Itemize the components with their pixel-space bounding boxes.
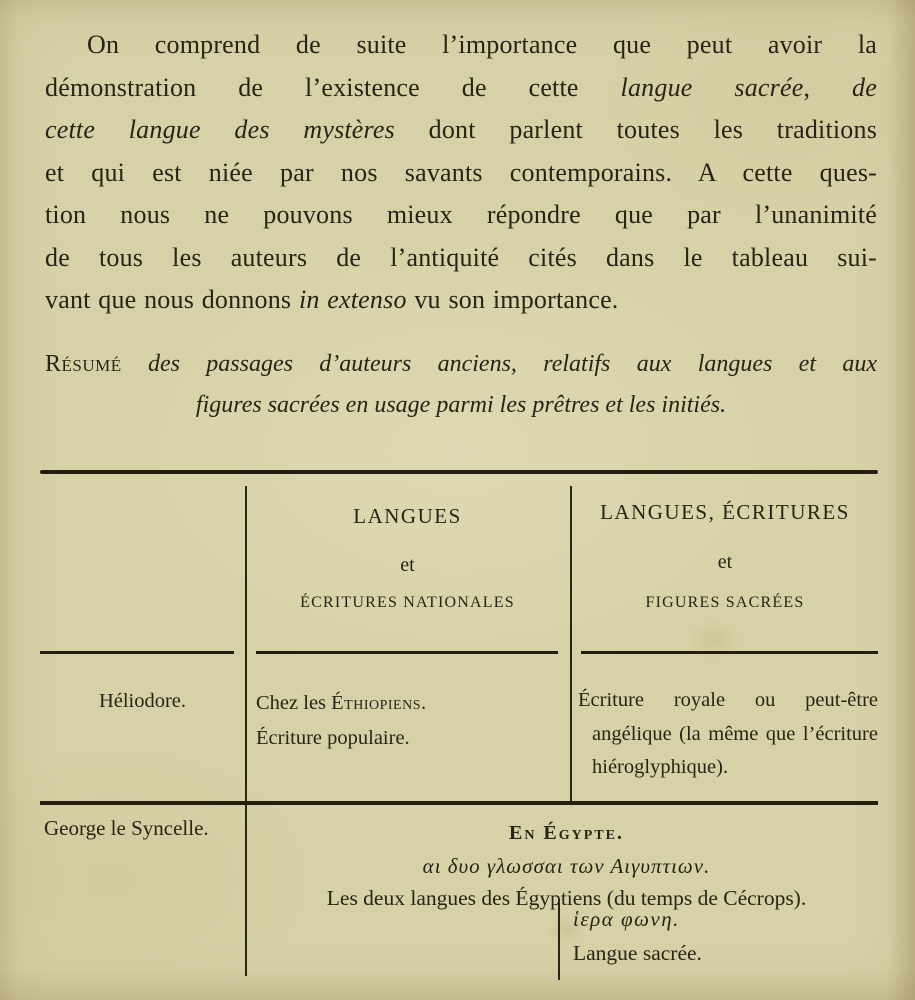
- italic-text: des passages d’auteurs anciens, relatifs aux langues et aux: [121, 351, 877, 377]
- author-cell: George le Syncelle.: [44, 816, 209, 840]
- header-languages-ecritures-nationales: [247, 470, 568, 651]
- cell-line: Écriture populaire.: [256, 727, 410, 749]
- header-line: ÉCRITURES NATIONALES: [300, 594, 515, 611]
- sacred-writing-cell: Écriture royale ou peut-être angélique (la même que l’écriture hiéroglyphique).: [578, 689, 878, 778]
- paragraph-line: [45, 237, 877, 280]
- text-segment: vant que nous donnons: [45, 285, 299, 314]
- greek-quote: αι δυο γλωσσαι των Αιγυπτιων.: [422, 853, 711, 878]
- header-line: et: [400, 554, 415, 576]
- header-line: et: [717, 551, 733, 573]
- header-line: FIGURES SACRÉES: [645, 594, 805, 611]
- paragraph-line: [45, 194, 877, 237]
- french-translation: Les deux langues des Égyptiens (du temps de Cécrops).: [326, 886, 807, 910]
- text-segment: dont parlent toutes les traditions: [394, 115, 878, 144]
- text-segment: On comprend de suite l’importance que peut avoir la: [87, 30, 877, 59]
- header-separator: [256, 651, 558, 654]
- italic-text: in extenso: [298, 285, 407, 314]
- small-caps-text: Éthiopiens.: [331, 692, 427, 714]
- resume-note: [45, 344, 877, 426]
- paragraph-line: [45, 109, 877, 152]
- cell-line: [256, 686, 561, 721]
- header-separator: [581, 651, 878, 654]
- text-segment: démonstration de l’existence de cette: [45, 72, 621, 102]
- column-divider: [245, 804, 247, 976]
- resume-line: [45, 344, 877, 385]
- paragraph-line: [45, 279, 877, 322]
- italic-text: figures sacrées en usage parmi les prêtres et les initiés.: [195, 392, 727, 418]
- author-cell: Héliodore.: [98, 690, 187, 712]
- text-segment: et qui est niée par nos savants contemporains. A cette ques-: [45, 157, 877, 187]
- italic-text: de: [852, 72, 877, 102]
- resume-line: [45, 385, 877, 426]
- text-segment: ,: [803, 72, 853, 102]
- intro-paragraph: [45, 24, 877, 322]
- italic-text: langue sacrée: [620, 72, 804, 102]
- egypt-heading: En Égypte.: [508, 822, 625, 844]
- authors-table: [40, 470, 878, 985]
- text-segment: de tous les auteurs de l’antiquité cités dans le tableau sui-: [45, 242, 877, 272]
- header-line: LANGUES, ÉCRITURES: [600, 500, 850, 524]
- french-translation: Langue sacrée.: [573, 941, 702, 965]
- italic-text: cette langue des mystères: [45, 115, 395, 144]
- header-separator: [40, 651, 234, 654]
- sacred-language-subcell: [558, 900, 873, 980]
- greek-quote: ἱερα φωνη.: [573, 907, 680, 931]
- text-segment: tion nous ne pouvons mieux répondre que par l’unanimité: [45, 200, 877, 229]
- paragraph-line: [45, 24, 877, 67]
- header-langues-ecritures-figures-sacrees: [572, 470, 878, 651]
- paragraph-line: [45, 152, 877, 195]
- paragraph-line: [45, 67, 877, 110]
- national-writing-cell: [256, 686, 561, 756]
- text-segment: Chez les: [256, 692, 332, 714]
- small-caps-text: Résumé: [45, 351, 122, 377]
- text-segment: vu son importance.: [406, 285, 619, 314]
- row-separator-rule: [40, 801, 878, 805]
- header-line: LANGUES: [353, 504, 462, 528]
